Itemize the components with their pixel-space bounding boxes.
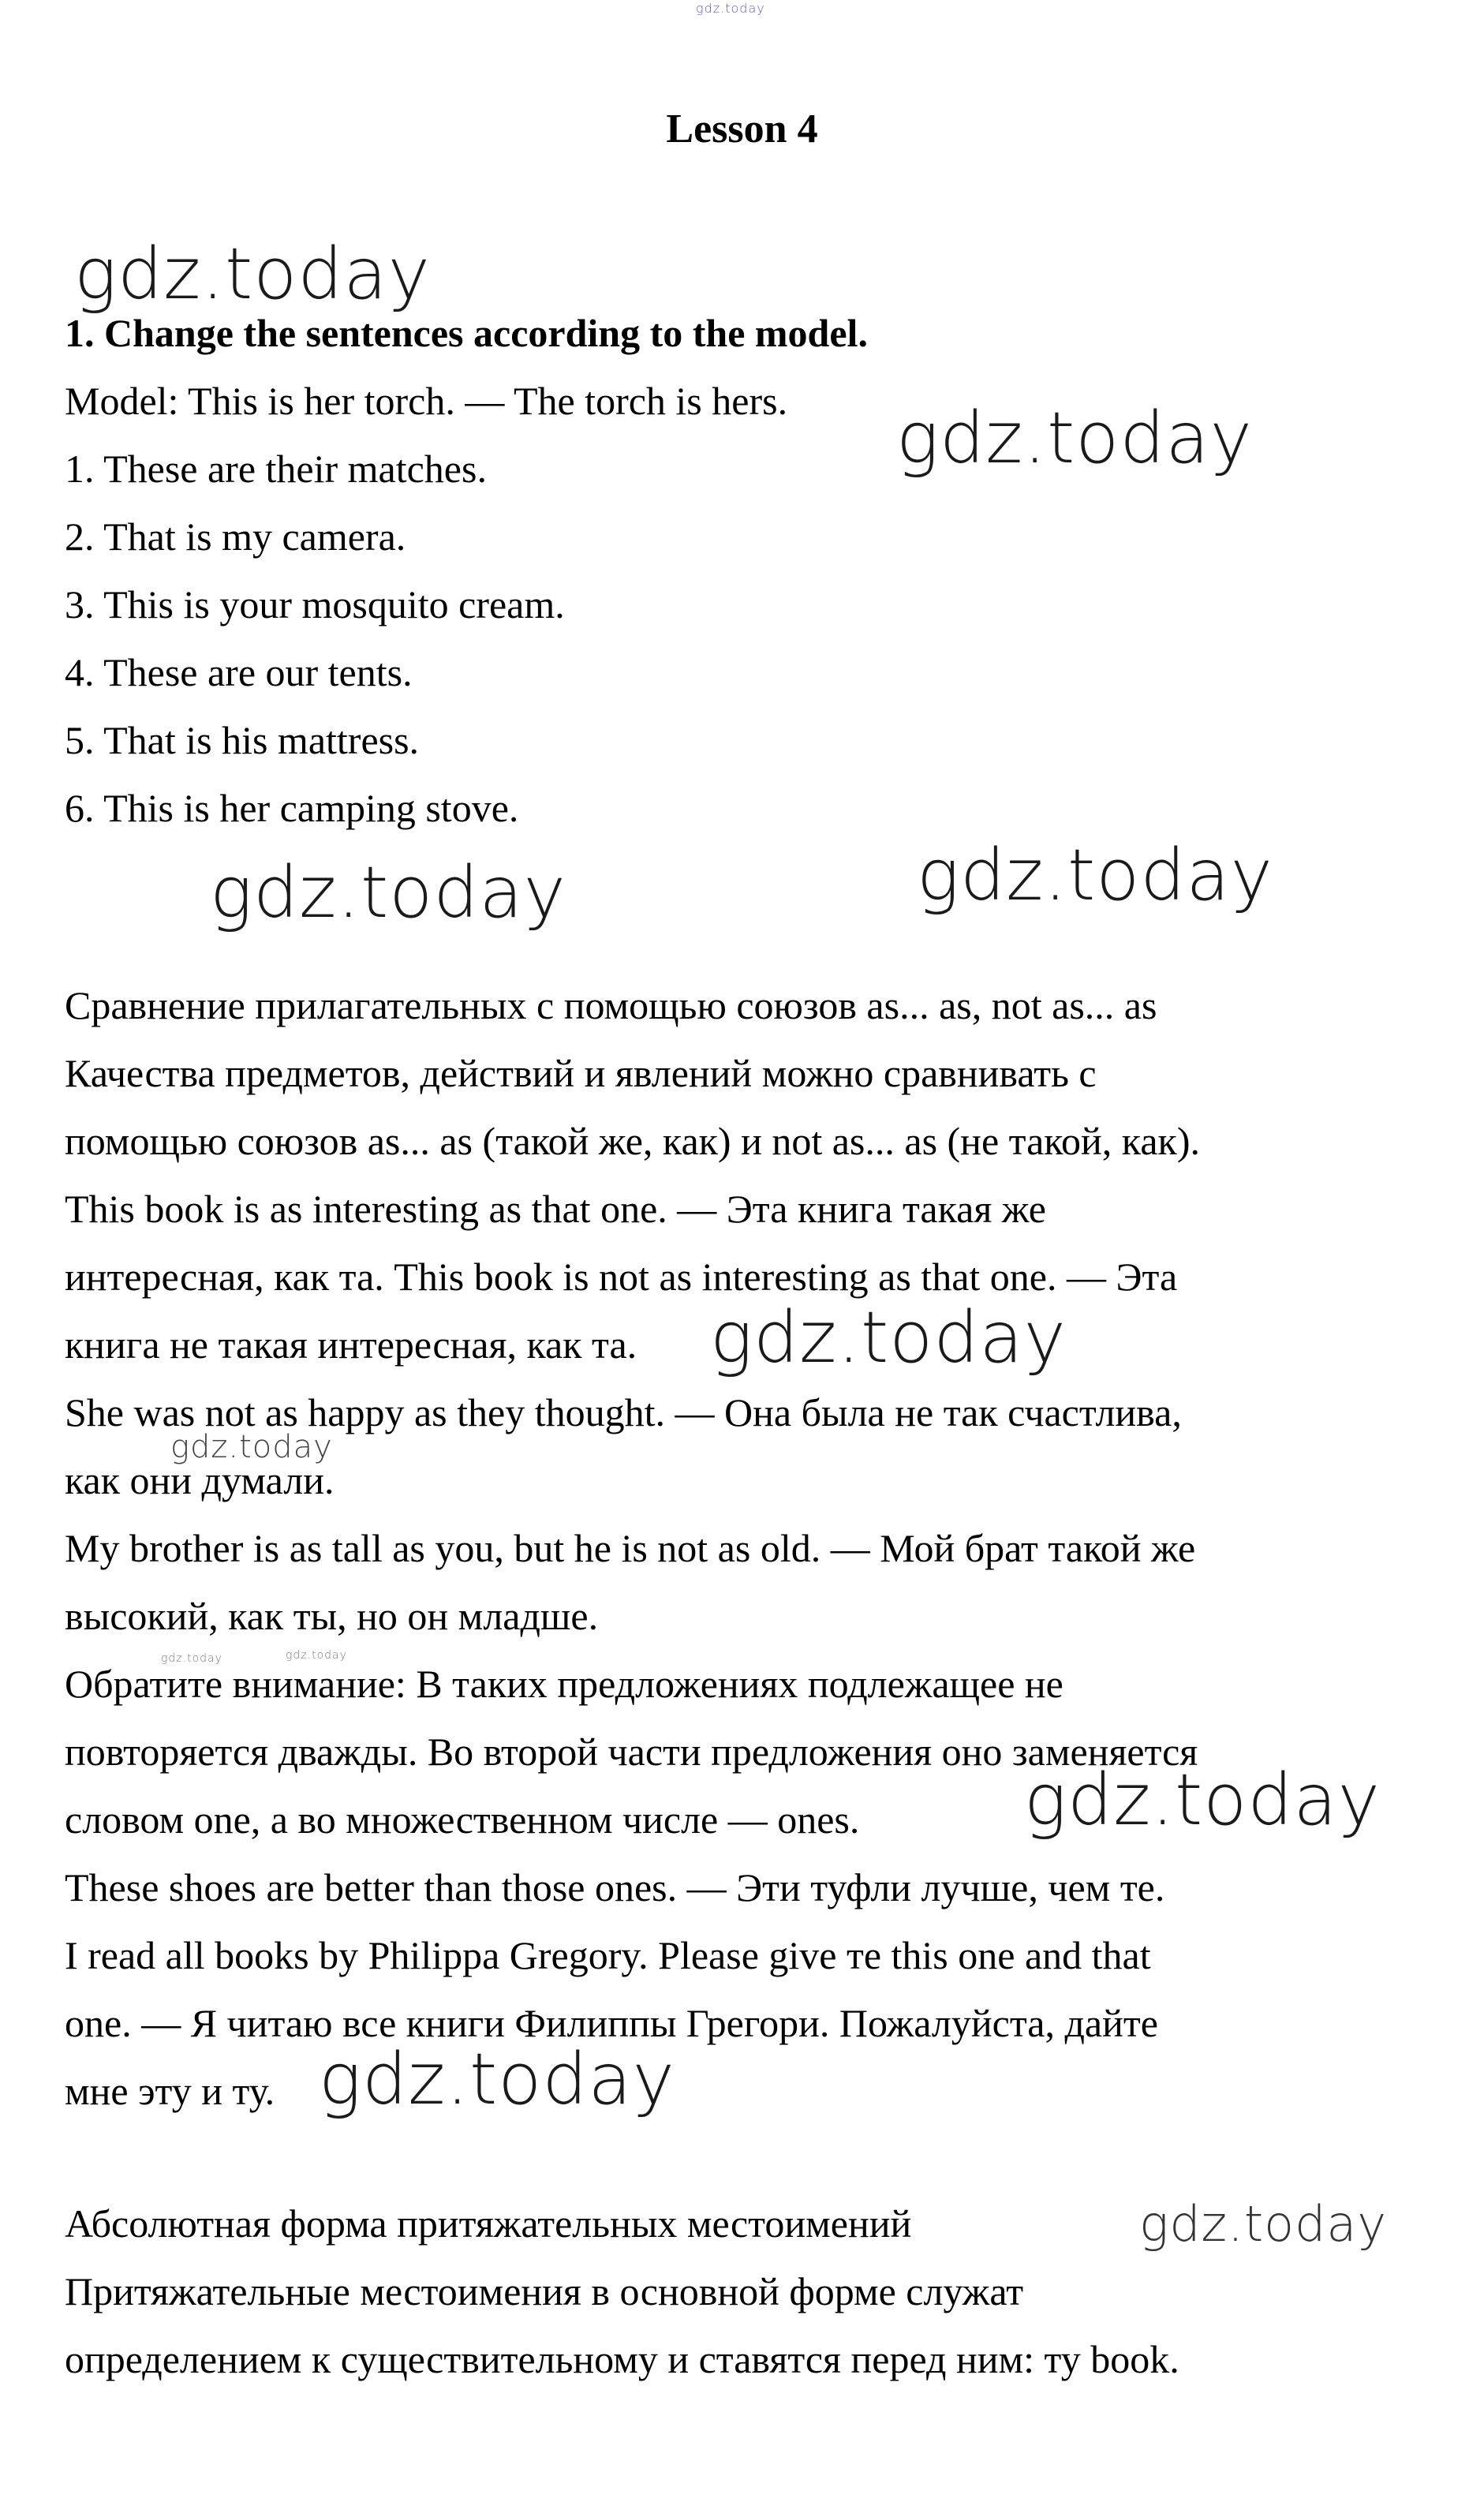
theory-line: определением к существительному и ставятся перед ним: ту book. <box>65 2337 1179 2381</box>
theory-line: как они думали. <box>65 1458 335 1502</box>
theory-heading: Абсолютная форма притяжательных местоимений <box>65 2201 912 2246</box>
theory-line: книга не такая интересная, как та. <box>65 1322 637 1367</box>
exercise-item: 5. That is his mattress. <box>65 718 420 762</box>
theory-line: повторяется дважды. Во второй части предложения оно заменяется <box>65 1730 1198 1774</box>
exercise-model: Model: This is her torch. — The torch is hers. <box>65 379 788 423</box>
header-watermark: gdz.today <box>696 1 765 16</box>
theory-line: These shoes are better than those ones. — Эти туфли лучше, чем те. <box>65 1865 1165 1909</box>
watermark: gdz.today <box>1024 1759 1381 1842</box>
exercise-item: 4. These are our tents. <box>65 650 413 694</box>
theory-line: интересная, как та. This book is not as interesting as that one. — Эта <box>65 1255 1178 1299</box>
theory-line: one. — Я читаю все книги Филиппы Грегори. Пожалуйста, дайте <box>65 2001 1158 2045</box>
watermark: gdz.today <box>74 233 431 316</box>
page-title: Lesson 4 <box>666 107 818 151</box>
watermark: gdz.today <box>210 851 566 934</box>
watermark: gdz.today <box>170 1429 333 1465</box>
theory-line: высокий, как ты, но он младше. <box>65 1594 599 1638</box>
exercise-item: 6. This is her camping stove. <box>65 786 519 830</box>
watermark: gdz.today <box>917 834 1273 917</box>
theory-line: Обратите внимание: В таких предложениях подлежащее не <box>65 1662 1063 1706</box>
theory-heading: Сравнение прилагательных с помощью союзов as... as, not as... as <box>65 983 1157 1027</box>
theory-line: I read all books by Philippa Gregory. Please give те this one and that <box>65 1933 1151 1977</box>
watermark: gdz.today <box>286 1649 347 1662</box>
theory-line: словом one, а во множественном числе — ones. <box>65 1797 860 1842</box>
exercise-item: 3. This is your mosquito cream. <box>65 582 565 626</box>
watermark: gdz.today <box>1139 2195 1388 2253</box>
theory-line: Притяжательные местоимения в основной форме служат <box>65 2269 1024 2313</box>
watermark: gdz.today <box>896 397 1253 480</box>
exercise-heading: 1. Change the sentences according to the model. <box>65 311 868 355</box>
theory-line: She was not as happy as they thought. — Она была не так счастлива, <box>65 1390 1182 1434</box>
theory-line: мне эту и ту. <box>65 2069 275 2113</box>
theory-line: Качества предметов, действий и явлений можно сравнивать с <box>65 1051 1097 1095</box>
theory-line: My brother is as tall as you, but he is not as old. — Мой брат такой же <box>65 1526 1196 1570</box>
exercise-item: 1. These are their matches. <box>65 447 487 491</box>
watermark: gdz.today <box>161 1652 222 1665</box>
watermark: gdz.today <box>710 1296 1067 1379</box>
exercise-item: 2. That is my camera. <box>65 514 406 559</box>
theory-line: помощью союзов as... as (такой же, как) и not as... as (не такой, как). <box>65 1119 1200 1163</box>
theory-line: This book is as interesting as that one. — Эта книга такая же <box>65 1187 1046 1231</box>
watermark: gdz.today <box>319 2038 675 2121</box>
